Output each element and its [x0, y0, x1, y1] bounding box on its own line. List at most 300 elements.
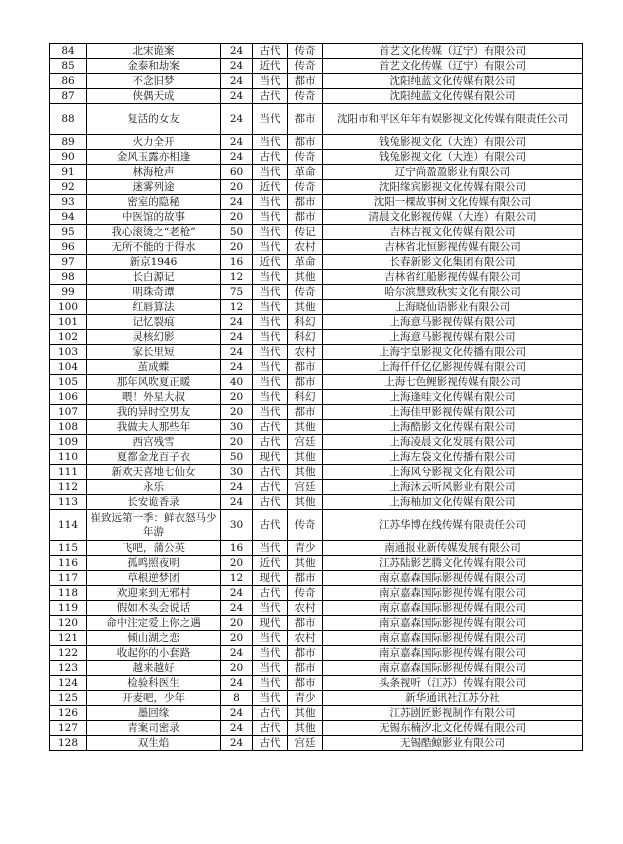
drama-title: 侠偶天成 — [87, 89, 221, 104]
table-row — [50, 150, 583, 165]
genre-category: 都市 — [288, 135, 323, 150]
genre-category: 其他 — [288, 556, 323, 571]
episode-count: 50 — [221, 225, 253, 240]
genre-category: 传奇 — [288, 285, 323, 300]
table-row — [50, 405, 583, 420]
era-category: 当代 — [253, 601, 288, 616]
table-row — [50, 586, 583, 601]
production-company: 首艺文化传媒（辽宁）有限公司 — [323, 44, 583, 59]
episode-count: 12 — [221, 300, 253, 315]
era-category: 当代 — [253, 375, 288, 390]
row-number: 95 — [50, 225, 87, 240]
genre-category: 都市 — [288, 375, 323, 390]
era-category: 当代 — [253, 285, 288, 300]
drama-title: 那年风吹夏正暖 — [87, 375, 221, 390]
genre-category: 农村 — [288, 601, 323, 616]
drama-title: 金泰和劫案 — [87, 59, 221, 74]
production-company: 南通报业新传媒发展有限公司 — [323, 541, 583, 556]
genre-category: 其他 — [288, 300, 323, 315]
episode-count: 24 — [221, 330, 253, 345]
era-category: 现代 — [253, 616, 288, 631]
genre-category: 都市 — [288, 661, 323, 676]
production-company: 头条视听（江苏）传媒有限公司 — [323, 676, 583, 691]
episode-count: 12 — [221, 571, 253, 586]
production-company: 吉林吉视文化传媒有限公司 — [323, 225, 583, 240]
genre-category: 青少 — [288, 541, 323, 556]
episode-count: 24 — [221, 706, 253, 721]
drama-title: 密室的隐秘 — [87, 195, 221, 210]
episode-count: 30 — [221, 465, 253, 480]
genre-category: 农村 — [288, 631, 323, 646]
genre-category: 都市 — [288, 646, 323, 661]
drama-title: 长安诡香录 — [87, 495, 221, 510]
production-company: 南京嘉森国际影视传媒有限公司 — [323, 601, 583, 616]
production-company: 长春新影文化集团有限公司 — [323, 255, 583, 270]
production-company: 上海晓仙语影业有限公司 — [323, 300, 583, 315]
drama-title: 北宋诡案 — [87, 44, 221, 59]
table-row — [50, 556, 583, 571]
table-row — [50, 74, 583, 89]
episode-count: 20 — [221, 240, 253, 255]
production-company: 首艺文化传媒（辽宁）有限公司 — [323, 59, 583, 74]
row-number: 107 — [50, 405, 87, 420]
era-category: 当代 — [253, 315, 288, 330]
row-number: 120 — [50, 616, 87, 631]
production-company: 上海佳甲影视传媒有限公司 — [323, 405, 583, 420]
era-category: 当代 — [253, 541, 288, 556]
drama-title: 茧成蝶 — [87, 360, 221, 375]
era-category: 当代 — [253, 676, 288, 691]
row-number: 93 — [50, 195, 87, 210]
production-company: 沈阳缘宾影视文化传媒有限公司 — [323, 180, 583, 195]
production-company: 江苏陆影艺腾文化传媒有限公司 — [323, 556, 583, 571]
table-row — [50, 691, 583, 706]
drama-title: 我做夫人那些年 — [87, 420, 221, 435]
era-category: 当代 — [253, 390, 288, 405]
table-row — [50, 480, 583, 495]
table-row — [50, 541, 583, 556]
table-row — [50, 631, 583, 646]
drama-title: 火力全开 — [87, 135, 221, 150]
genre-category: 传奇 — [288, 180, 323, 195]
episode-count: 20 — [221, 180, 253, 195]
drama-title: 永乐 — [87, 480, 221, 495]
table-row — [50, 435, 583, 450]
genre-category: 农村 — [288, 345, 323, 360]
drama-title: 林海枪声 — [87, 165, 221, 180]
drama-title: 越来越好 — [87, 661, 221, 676]
drama-title: 无所不能的于得水 — [87, 240, 221, 255]
row-number: 105 — [50, 375, 87, 390]
row-number: 119 — [50, 601, 87, 616]
row-number: 86 — [50, 74, 87, 89]
row-number: 118 — [50, 586, 87, 601]
genre-category: 科幻 — [288, 315, 323, 330]
genre-category: 传奇 — [288, 510, 323, 541]
production-company: 沈阳市和平区年年有娱影视文化传媒有限责任公司 — [323, 104, 583, 135]
genre-category: 传奇 — [288, 586, 323, 601]
genre-category: 科幻 — [288, 390, 323, 405]
production-company: 江苏华博在线传媒有限责任公司 — [323, 510, 583, 541]
drama-title: 飞吧，蒲公英 — [87, 541, 221, 556]
era-category: 古代 — [253, 495, 288, 510]
production-company: 沈阳纯蓝文化传媒有限公司 — [323, 74, 583, 89]
era-category: 当代 — [253, 631, 288, 646]
era-category: 当代 — [253, 240, 288, 255]
episode-count: 24 — [221, 59, 253, 74]
row-number: 127 — [50, 721, 87, 736]
table-row — [50, 89, 583, 104]
row-number: 117 — [50, 571, 87, 586]
table-row — [50, 345, 583, 360]
drama-title: 草根逆梦团 — [87, 571, 221, 586]
table-row — [50, 195, 583, 210]
genre-category: 农村 — [288, 240, 323, 255]
row-number: 123 — [50, 661, 87, 676]
table-row — [50, 135, 583, 150]
production-company: 上海风兮影视文化有限公司 — [323, 465, 583, 480]
production-company: 上海左袋文化传播有限公司 — [323, 450, 583, 465]
production-company: 沈阳纯蓝文化传媒有限公司 — [323, 89, 583, 104]
row-number: 115 — [50, 541, 87, 556]
episode-count: 24 — [221, 74, 253, 89]
production-company: 新华通讯社江苏分社 — [323, 691, 583, 706]
genre-category: 都市 — [288, 104, 323, 135]
table-row — [50, 180, 583, 195]
production-company: 上海宇皇影视文化传播有限公司 — [323, 345, 583, 360]
table-row — [50, 420, 583, 435]
production-company: 清晨文化影视传媒（大连）有限公司 — [323, 210, 583, 225]
genre-category: 都市 — [288, 616, 323, 631]
genre-category: 传记 — [288, 225, 323, 240]
production-company: 上海凌晨文化发展有限公司 — [323, 435, 583, 450]
era-category: 古代 — [253, 510, 288, 541]
era-category: 近代 — [253, 59, 288, 74]
drama-list-table — [49, 43, 583, 751]
drama-title: 我心滚烫之“老枪” — [87, 225, 221, 240]
table-row — [50, 601, 583, 616]
era-category: 古代 — [253, 435, 288, 450]
drama-title: 不念旧梦 — [87, 74, 221, 89]
episode-count: 24 — [221, 44, 253, 59]
row-number: 101 — [50, 315, 87, 330]
production-company: 无锡酷鲸影业有限公司 — [323, 736, 583, 751]
table-body — [50, 44, 583, 751]
episode-count: 20 — [221, 661, 253, 676]
drama-title: 长白源记 — [87, 270, 221, 285]
drama-title: 假如木头会说话 — [87, 601, 221, 616]
row-number: 89 — [50, 135, 87, 150]
episode-count: 24 — [221, 586, 253, 601]
episode-count: 50 — [221, 450, 253, 465]
drama-title: 中医馆的故事 — [87, 210, 221, 225]
drama-title: 明珠奇谭 — [87, 285, 221, 300]
row-number: 122 — [50, 646, 87, 661]
episode-count: 24 — [221, 150, 253, 165]
genre-category: 革命 — [288, 255, 323, 270]
era-category: 当代 — [253, 405, 288, 420]
table-row — [50, 330, 583, 345]
era-category: 当代 — [253, 74, 288, 89]
drama-title: 收起你的小套路 — [87, 646, 221, 661]
row-number: 100 — [50, 300, 87, 315]
row-number: 106 — [50, 390, 87, 405]
genre-category: 都市 — [288, 360, 323, 375]
episode-count: 60 — [221, 165, 253, 180]
era-category: 当代 — [253, 165, 288, 180]
row-number: 91 — [50, 165, 87, 180]
row-number: 94 — [50, 210, 87, 225]
genre-category: 其他 — [288, 721, 323, 736]
drama-title: 倾山湖之恋 — [87, 631, 221, 646]
genre-category: 其他 — [288, 706, 323, 721]
drama-title: 青案司密录 — [87, 721, 221, 736]
episode-count: 24 — [221, 89, 253, 104]
genre-category: 都市 — [288, 74, 323, 89]
row-number: 128 — [50, 736, 87, 751]
production-company: 南京嘉森国际影视传媒有限公司 — [323, 661, 583, 676]
table-row — [50, 315, 583, 330]
episode-count: 24 — [221, 360, 253, 375]
genre-category: 都市 — [288, 405, 323, 420]
row-number: 90 — [50, 150, 87, 165]
production-company: 上海仟仟亿亿影视传媒有限公司 — [323, 360, 583, 375]
genre-category: 宫廷 — [288, 480, 323, 495]
drama-title: 夏都金龙百子衣 — [87, 450, 221, 465]
drama-title: 命中注定爱上你之遇 — [87, 616, 221, 631]
episode-count: 20 — [221, 210, 253, 225]
drama-title: 崔致远第一季：鲜衣怒马少年游 — [87, 510, 221, 541]
drama-title: 我的异时空男友 — [87, 405, 221, 420]
row-number: 125 — [50, 691, 87, 706]
episode-count: 20 — [221, 631, 253, 646]
genre-category: 青少 — [288, 691, 323, 706]
table-row — [50, 616, 583, 631]
era-category: 当代 — [253, 135, 288, 150]
drama-title: 红唇算法 — [87, 300, 221, 315]
era-category: 当代 — [253, 360, 288, 375]
episode-count: 20 — [221, 556, 253, 571]
production-company: 上海意马影视传媒有限公司 — [323, 330, 583, 345]
production-company: 江苏剧匠影视制作有限公司 — [323, 706, 583, 721]
production-company: 南京嘉森国际影视传媒有限公司 — [323, 616, 583, 631]
production-company: 无锡东楠汐北文化传媒有限公司 — [323, 721, 583, 736]
era-category: 古代 — [253, 721, 288, 736]
episode-count: 16 — [221, 541, 253, 556]
row-number: 111 — [50, 465, 87, 480]
genre-category: 其他 — [288, 450, 323, 465]
era-category: 现代 — [253, 571, 288, 586]
episode-count: 8 — [221, 691, 253, 706]
row-number: 116 — [50, 556, 87, 571]
row-number: 102 — [50, 330, 87, 345]
row-number: 108 — [50, 420, 87, 435]
production-company: 辽宁尚盈盈影业有限公司 — [323, 165, 583, 180]
table-row — [50, 104, 583, 135]
era-category: 古代 — [253, 736, 288, 751]
drama-title: 喂！外星大叔 — [87, 390, 221, 405]
drama-title: 金风玉露亦相逢 — [87, 150, 221, 165]
genre-category: 传奇 — [288, 44, 323, 59]
production-company: 吉林省北恒影视传媒有限公司 — [323, 240, 583, 255]
genre-category: 都市 — [288, 210, 323, 225]
era-category: 当代 — [253, 195, 288, 210]
drama-title: 双生焰 — [87, 736, 221, 751]
genre-category: 传奇 — [288, 89, 323, 104]
table-row — [50, 255, 583, 270]
episode-count: 24 — [221, 495, 253, 510]
drama-title: 检验科医生 — [87, 676, 221, 691]
genre-category: 都市 — [288, 676, 323, 691]
drama-title: 墨回缘 — [87, 706, 221, 721]
drama-title: 孤鸣照夜明 — [87, 556, 221, 571]
episode-count: 30 — [221, 510, 253, 541]
era-category: 近代 — [253, 556, 288, 571]
table-row — [50, 661, 583, 676]
era-category: 当代 — [253, 225, 288, 240]
era-category: 近代 — [253, 180, 288, 195]
production-company: 上海意马影视传媒有限公司 — [323, 315, 583, 330]
row-number: 126 — [50, 706, 87, 721]
production-company: 南京嘉森国际影视传媒有限公司 — [323, 571, 583, 586]
drama-title: 家长里短 — [87, 345, 221, 360]
row-number: 92 — [50, 180, 87, 195]
genre-category: 其他 — [288, 465, 323, 480]
episode-count: 24 — [221, 345, 253, 360]
episode-count: 20 — [221, 405, 253, 420]
production-company: 上海酷影文化传媒有限公司 — [323, 420, 583, 435]
drama-title: 欢迎来到无邪村 — [87, 586, 221, 601]
drama-title: 新京1946 — [87, 255, 221, 270]
row-number: 96 — [50, 240, 87, 255]
table-row — [50, 285, 583, 300]
genre-category: 宫廷 — [288, 435, 323, 450]
table-row — [50, 721, 583, 736]
row-number: 110 — [50, 450, 87, 465]
era-category: 古代 — [253, 89, 288, 104]
table-row — [50, 240, 583, 255]
episode-count: 16 — [221, 255, 253, 270]
table-row — [50, 300, 583, 315]
table-row — [50, 210, 583, 225]
genre-category: 革命 — [288, 165, 323, 180]
episode-count: 40 — [221, 375, 253, 390]
row-number: 99 — [50, 285, 87, 300]
table-row — [50, 390, 583, 405]
production-company: 上海沐云听风影业有限公司 — [323, 480, 583, 495]
episode-count: 24 — [221, 135, 253, 150]
episode-count: 24 — [221, 315, 253, 330]
era-category: 当代 — [253, 691, 288, 706]
drama-title: 新欢天喜地七仙女 — [87, 465, 221, 480]
era-category: 当代 — [253, 104, 288, 135]
document-page — [49, 43, 582, 751]
genre-category: 科幻 — [288, 330, 323, 345]
era-category: 古代 — [253, 150, 288, 165]
row-number: 87 — [50, 89, 87, 104]
episode-count: 24 — [221, 736, 253, 751]
row-number: 124 — [50, 676, 87, 691]
table-row — [50, 510, 583, 541]
table-row — [50, 571, 583, 586]
table-row — [50, 375, 583, 390]
genre-category: 都市 — [288, 571, 323, 586]
production-company: 钱兔影视文化（大连）有限公司 — [323, 150, 583, 165]
era-category: 近代 — [253, 255, 288, 270]
era-category: 古代 — [253, 480, 288, 495]
episode-count: 20 — [221, 435, 253, 450]
era-category: 古代 — [253, 706, 288, 721]
table-row — [50, 165, 583, 180]
row-number: 84 — [50, 44, 87, 59]
table-row — [50, 450, 583, 465]
episode-count: 12 — [221, 270, 253, 285]
episode-count: 24 — [221, 601, 253, 616]
table-row — [50, 225, 583, 240]
genre-category: 传奇 — [288, 150, 323, 165]
table-row — [50, 44, 583, 59]
row-number: 103 — [50, 345, 87, 360]
table-row — [50, 360, 583, 375]
production-company: 上海逢哇文化传媒有限公司 — [323, 390, 583, 405]
table-row — [50, 495, 583, 510]
production-company: 沈阳一棵故事树文化传媒有限公司 — [323, 195, 583, 210]
drama-title: 复活的女友 — [87, 104, 221, 135]
genre-category: 传奇 — [288, 59, 323, 74]
table-row — [50, 465, 583, 480]
row-number: 88 — [50, 104, 87, 135]
episode-count: 24 — [221, 646, 253, 661]
table-row — [50, 736, 583, 751]
table-row — [50, 706, 583, 721]
production-company: 上海七色鲤影视传媒有限公司 — [323, 375, 583, 390]
production-company: 哈尔滨慧致秋实文化有限公司 — [323, 285, 583, 300]
era-category: 当代 — [253, 270, 288, 285]
era-category: 当代 — [253, 646, 288, 661]
episode-count: 24 — [221, 721, 253, 736]
era-category: 现代 — [253, 450, 288, 465]
era-category: 古代 — [253, 465, 288, 480]
era-category: 当代 — [253, 210, 288, 225]
era-category: 古代 — [253, 586, 288, 601]
episode-count: 30 — [221, 420, 253, 435]
era-category: 当代 — [253, 330, 288, 345]
era-category: 当代 — [253, 345, 288, 360]
era-category: 当代 — [253, 300, 288, 315]
production-company: 吉林省红船影视传媒有限公司 — [323, 270, 583, 285]
genre-category: 都市 — [288, 195, 323, 210]
drama-title: 迷雾列途 — [87, 180, 221, 195]
production-company: 上海柚加文化传媒有限公司 — [323, 495, 583, 510]
row-number: 85 — [50, 59, 87, 74]
episode-count: 24 — [221, 195, 253, 210]
genre-category: 宫廷 — [288, 736, 323, 751]
genre-category: 其他 — [288, 420, 323, 435]
episode-count: 20 — [221, 616, 253, 631]
row-number: 112 — [50, 480, 87, 495]
row-number: 109 — [50, 435, 87, 450]
table-row — [50, 270, 583, 285]
row-number: 97 — [50, 255, 87, 270]
drama-title: 灵核幻影 — [87, 330, 221, 345]
era-category: 当代 — [253, 661, 288, 676]
drama-title: 开麦吧，少年 — [87, 691, 221, 706]
drama-title: 记忆裂痕 — [87, 315, 221, 330]
era-category: 古代 — [253, 420, 288, 435]
table-row — [50, 59, 583, 74]
episode-count: 24 — [221, 676, 253, 691]
table-row — [50, 676, 583, 691]
